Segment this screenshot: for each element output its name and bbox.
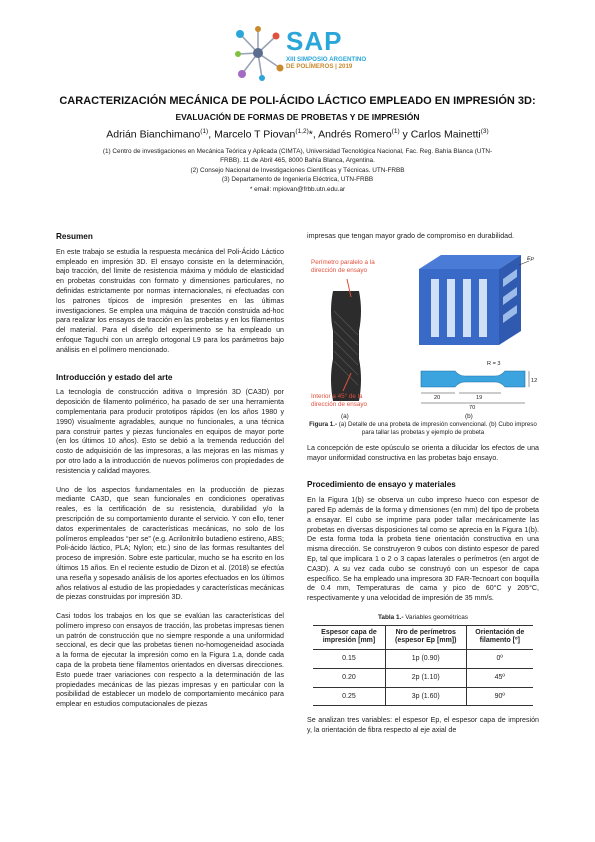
table-cell: 0º — [466, 649, 533, 668]
paper-subtitle: EVALUACIÓN DE FORMAS DE PROBETAS Y DE IMPRESIÓN — [175, 112, 420, 122]
corresponding-mark: * — [308, 128, 313, 141]
intro-paragraph: La tecnología de construcción aditiva o Impresión 3D (CA3D) por deposición de filamento polimérico, ha pasado de ser una herramienta complementaria para producir prototipos rápidos (en los años 1980 y 1990) visualmente agradables, aunque no funcionales, a una técnica para construir partes y piezas funcionales en equipos de mayor porte (en los últimos 10 años). Esto se debió a la tremenda reducción del costo de adquisición de las impresoras, a las mejoras en las mismas y por otro lado a la introducción de nuevos polímeros con propiedades de resistencia y calidad mayores. — [56, 388, 284, 475]
affiliations — [60, 147, 535, 194]
table-cell: 2p (1.10) — [385, 668, 466, 687]
paper-title: CARACTERIZACIÓN MECÁNICA DE POLI-ÁCIDO LÁCTICO EMPLEADO EN IMPRESIÓN 3D: — [59, 95, 536, 107]
table-header: Espesor capa de impresión [mm] — [313, 625, 385, 649]
left-column — [56, 232, 284, 719]
intro-paragraph: Uno de los aspectos fundamentales en la producción de piezas mediante CA3D, que sean funcionales en condiciones operativas reales, es la certificación de su resistencia, durabilidad y/o la prescripción de su comportamiento durante el servicio. Y con ello, tener datos experimentales de características mecánicas, no solo de los polímeros empleados “per se” (e.g. Acrilonitrilo butadieno estireno, ABS; Poli-ácido láctico, PLA; Nylon; etc.) sino de las formas resultantes del proceso de impresión. Sobre este particular, mucho se ha escrito en los últimos 15 años. En el reciente estudio de Dizon et al. (2018) se efectúa una reseña y sopesado análisis de los aportes efectuados en los últimos años relativos al estudio de las propiedades y características mecánicas de piezas construidas por impresión 3D. — [56, 485, 284, 602]
table-1 — [313, 625, 533, 707]
figure-1-caption-label: Figura 1.- — [309, 420, 338, 428]
table-header-row — [313, 625, 533, 649]
body-paragraph: La concepción de este opúsculo se orienta a dilucidar los efectos de una mayor uniformidad constructiva en las probetas bajo ensayo. — [307, 443, 539, 462]
affiliation-line: (3) Departamento de Ingeniería Eléctrica, UTN-FRBB — [221, 176, 374, 184]
author-affil: (1) — [200, 128, 209, 135]
table-1-caption-text: Variables geométricas — [403, 613, 468, 621]
affiliation-line: (1) Centro de investigaciones en Mecánica Teórica y Aplicada (CIMTA), Universidad Tecnológica Nacional, Fac. Reg. Bahía Blanca (UTN- — [102, 148, 493, 155]
author-name: Adrián Bianchimano — [106, 128, 201, 141]
affiliation-email: * email: mpiovan@frbb.utn.edu.ar — [249, 185, 346, 193]
table-cell: 90º — [466, 687, 533, 706]
figure-1-caption — [307, 421, 539, 437]
body-paragraph: En la Figura 1(b) se observa un cubo impreso hueco con espesor de pared Ep además de la forma y dimensiones (en mm) del tipo de probeta a ensayar. El cubo se imprime para poder tallar mecánicamente las probetas en diversas disposiciones tal como se aprecia en la Figura 1(b). De esta forma toda la probeta tiene orientación constructiva en una misma dirección. Se construyeron 9 cubos con distinto espesor de pared Ep, tal que implicara 1 o 2 o 3 capas laterales o perímetros (en argot de CA3D). A su vez cada cubo se construyó con un espesor de capa específico. Se ha empleado una impresora 3D FAR-Tecnoart con boquilla de 0.4 mm, Temperaturas de cama y pico de 60°C y 205°C, respectivamente y una velocidad de impresión de 35 mm/s. — [307, 496, 539, 603]
author-affil: (3) — [480, 128, 489, 135]
author-affil: (1) — [391, 128, 400, 135]
section-heading-procedimiento: Procedimiento de ensayo y materiales — [307, 480, 456, 490]
fig-panel-b: (b) — [465, 412, 473, 420]
fig-panel-a: (a) — [341, 412, 349, 420]
fig-dim-20: 20 — [434, 394, 441, 401]
logo-wordmark — [286, 28, 342, 54]
resumen-text: En este trabajo se estudia la respuesta mecánica del Poli-Ácido Láctico empleado en impresión 3D. El ensayo consiste en la determinación, bajo tracción, del límite de resistencia máxima y módulo de elasticidad en probetas construidas con formato y dimensiones particulares, no definidas estrictamente por normas internacionales, ni efectuadas con los patrones típicos de impresión presentes en las últimas investigaciones. Se emplea una máquina de tracción construida ad-hoc para realizar los ensayos de tracción en las probetas y en los filamentos del material. Para el diseño del experimento se ha empleado un enfoque Taguchi con un arreglo ortogonal L9 para los parámetros bajo análisis en el polímero mencionado. — [56, 247, 284, 354]
fig-dim-70: 70 — [469, 404, 476, 411]
molecule-icon — [228, 24, 288, 82]
table-cell: 0.25 — [313, 687, 385, 706]
author-name: Carlos Mainetti — [410, 128, 481, 141]
author-affil: (1,2) — [295, 128, 309, 135]
section-heading-intro: Introducción y estado del arte — [56, 372, 173, 382]
table-header: Nro de perímetros (espesor Ep [mm]) — [385, 625, 466, 649]
table-cell: 45º — [466, 668, 533, 687]
specimen-drawing — [421, 371, 525, 387]
body-paragraph: Se analizan tres variables: el espesor Ep, el espesor capa de impresión y, la orientación de fibra respecto al eje axial de — [307, 716, 539, 735]
body-paragraph: impresas que tengan mayor grado de compromiso en durabilidad. — [307, 232, 515, 240]
table-row — [313, 668, 533, 687]
author-name: Marcelo T Piovan — [214, 128, 296, 141]
figure-1-graphic — [307, 251, 539, 421]
table-header: Orientación de filamento [º] — [466, 625, 533, 649]
logo-subtitle — [286, 56, 366, 71]
printed-cube — [419, 255, 521, 345]
table-cell: 1p (0.90) — [385, 649, 466, 668]
fig-radius-label: R = 3 — [487, 360, 501, 367]
fig-dim-19: 19 — [476, 394, 483, 401]
logo-line1: XIII SIMPOSIO ARGENTINO — [286, 56, 367, 63]
fig-label-top: Perímetro paralelo a la dirección de ensayo — [311, 258, 375, 274]
table-1-caption-label: Tabla 1.- — [378, 613, 404, 621]
logo-line2: DE POLÍMEROS | 2019 — [286, 63, 353, 71]
affiliation-line: (2) Consejo Nacional de Investigaciones Científicas y Técnicas. UTN-FRBB — [190, 166, 405, 174]
intro-paragraph: Casi todos los trabajos en los que se evalúan las características del polímero impreso con ensayos de tracción, las probetas impresas tienen un patrón de construcción que no siempre responde a una uniformidad seccional, es decir que las probetas tienen no-homogeneidad asociada a la forma de ejecutar la impresión como en la Figura 1.a, donde cada capa de la probeta tiene filamentos orientados en diversas direcciones. Esto puede traer variaciones con respecto a la determinación de las propiedades mecánicas de las piezas impresas y en particular con la posibilidad de establecer un modelo de comportamiento mecánico para emplear en estudios computacionales de piezas — [56, 612, 284, 709]
author-name: Andrés Romero — [318, 128, 392, 141]
right-column — [307, 232, 539, 745]
table-cell: 0.20 — [313, 668, 385, 687]
table-row — [313, 649, 533, 668]
table-cell: 0.15 — [313, 649, 385, 668]
fig-dim-12: 12 — [531, 377, 538, 384]
table-1-caption — [307, 613, 539, 623]
author-list: Adrián Bianchimano$^{(1)}$, Marcelo T Piovan$^{(1,2)}$*, Andrés Romero$^{(1)}$ y Carlos Mainetti$^{(3)}$ — [106, 128, 489, 141]
affiliation-line: FRBB). 11 de Abril 465, 8000 Bahía Blanca, Argentina. — [220, 157, 375, 165]
fig-ep-label: Ep — [527, 255, 534, 262]
fig-label-bottom: Interior a 45° de la dirección de ensayo — [311, 392, 368, 408]
table-cell: 3p (1.60) — [385, 687, 466, 706]
figure-1-caption-text: (a) Detalle de una probeta de impresión convencional. (b) Cubo impreso para tallar las probetas y ejemplo de probeta — [337, 420, 537, 436]
table-row — [313, 687, 533, 706]
section-heading-resumen: Resumen — [56, 232, 93, 241]
logo-sap-text: SAP — [286, 26, 343, 56]
figure-1 — [307, 251, 539, 421]
